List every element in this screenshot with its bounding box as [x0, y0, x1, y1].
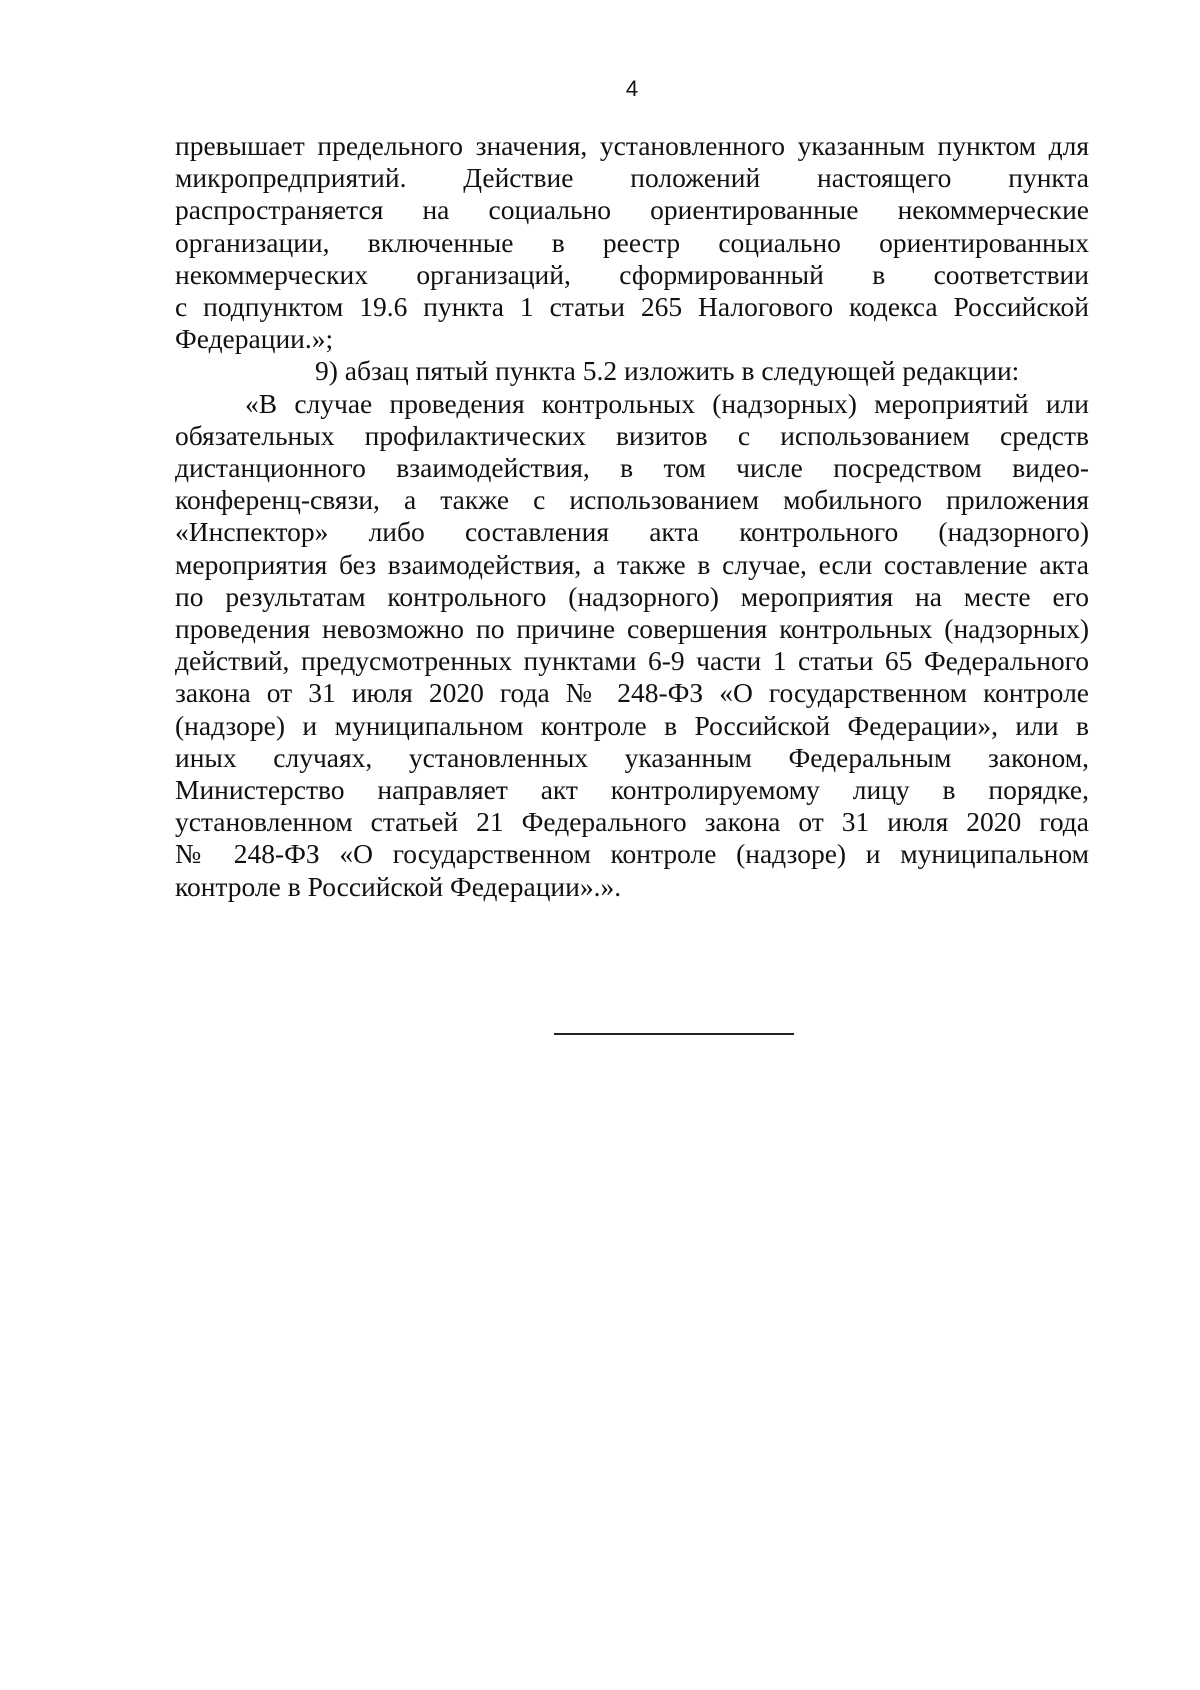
- text-line: № 248-ФЗ «О государственном контроле (надзоре) и муниципальном: [175, 838, 1089, 870]
- page-number: 4: [625, 76, 639, 101]
- end-of-text-rule: [554, 1033, 794, 1035]
- text-line: действий, предусмотренных пунктами 6-9 части 1 статьи 65 Федерального: [175, 645, 1089, 677]
- text-line: распространяется на социально ориентированные некоммерческие: [175, 194, 1089, 226]
- text-line: с подпунктом 19.6 пункта 1 статьи 265 Налогового кодекса Российской: [175, 291, 1089, 323]
- text-line: закона от 31 июля 2020 года № 248-ФЗ «О государственном контроле: [175, 677, 1089, 709]
- text-line: обязательных профилактических визитов с использованием средств: [175, 419, 1089, 451]
- text-line: Федерации.»;: [175, 323, 334, 355]
- text-line: контроле в Российской Федерации».».: [175, 870, 622, 902]
- text-line: мероприятия без взаимодействия, а также в случае, если составление акта: [175, 548, 1089, 580]
- paragraph-item-9: [175, 355, 1089, 387]
- text-line: установленном статьей 21 Федерального закона от 31 июля 2020 года: [175, 806, 1089, 838]
- text-line: превышает предельного значения, установленного указанным пунктом для: [175, 130, 1089, 161]
- paragraph-quoted-text: [175, 388, 1089, 903]
- document-body: [175, 130, 1089, 903]
- paragraph-continuation: [175, 130, 1089, 355]
- text-line: дистанционного взаимодействия, в том числе посредством видео-: [175, 452, 1089, 484]
- text-line: «Инспектор» либо составления акта контрольного (надзорного): [175, 516, 1089, 548]
- text-line: микропредприятий. Действие положений настоящего пункта: [175, 162, 1089, 194]
- text-line: организации, включенные в реестр социально ориентированных: [175, 226, 1089, 258]
- text-line: 9) абзац пятый пункта 5.2 изложить в следующей редакции:: [315, 355, 1020, 387]
- text-line: по результатам контрольного (надзорного) мероприятия на месте его: [175, 580, 1089, 612]
- text-line: иных случаях, установленных указанным Федеральным законом,: [175, 741, 1089, 773]
- text-line: (надзоре) и муниципальном контроле в Российской Федерации», или в: [175, 709, 1089, 741]
- text-line: Министерство направляет акт контролируемому лицу в порядке,: [175, 774, 1089, 806]
- text-line: некоммерческих организаций, сформированный в соответствии: [175, 258, 1089, 290]
- text-line: конференц-связи, а также с использованием мобильного приложения: [175, 484, 1089, 516]
- text-line: «В случае проведения контрольных (надзорных) мероприятий или: [245, 387, 1089, 419]
- text-line: проведения невозможно по причине совершения контрольных (надзорных): [175, 613, 1089, 645]
